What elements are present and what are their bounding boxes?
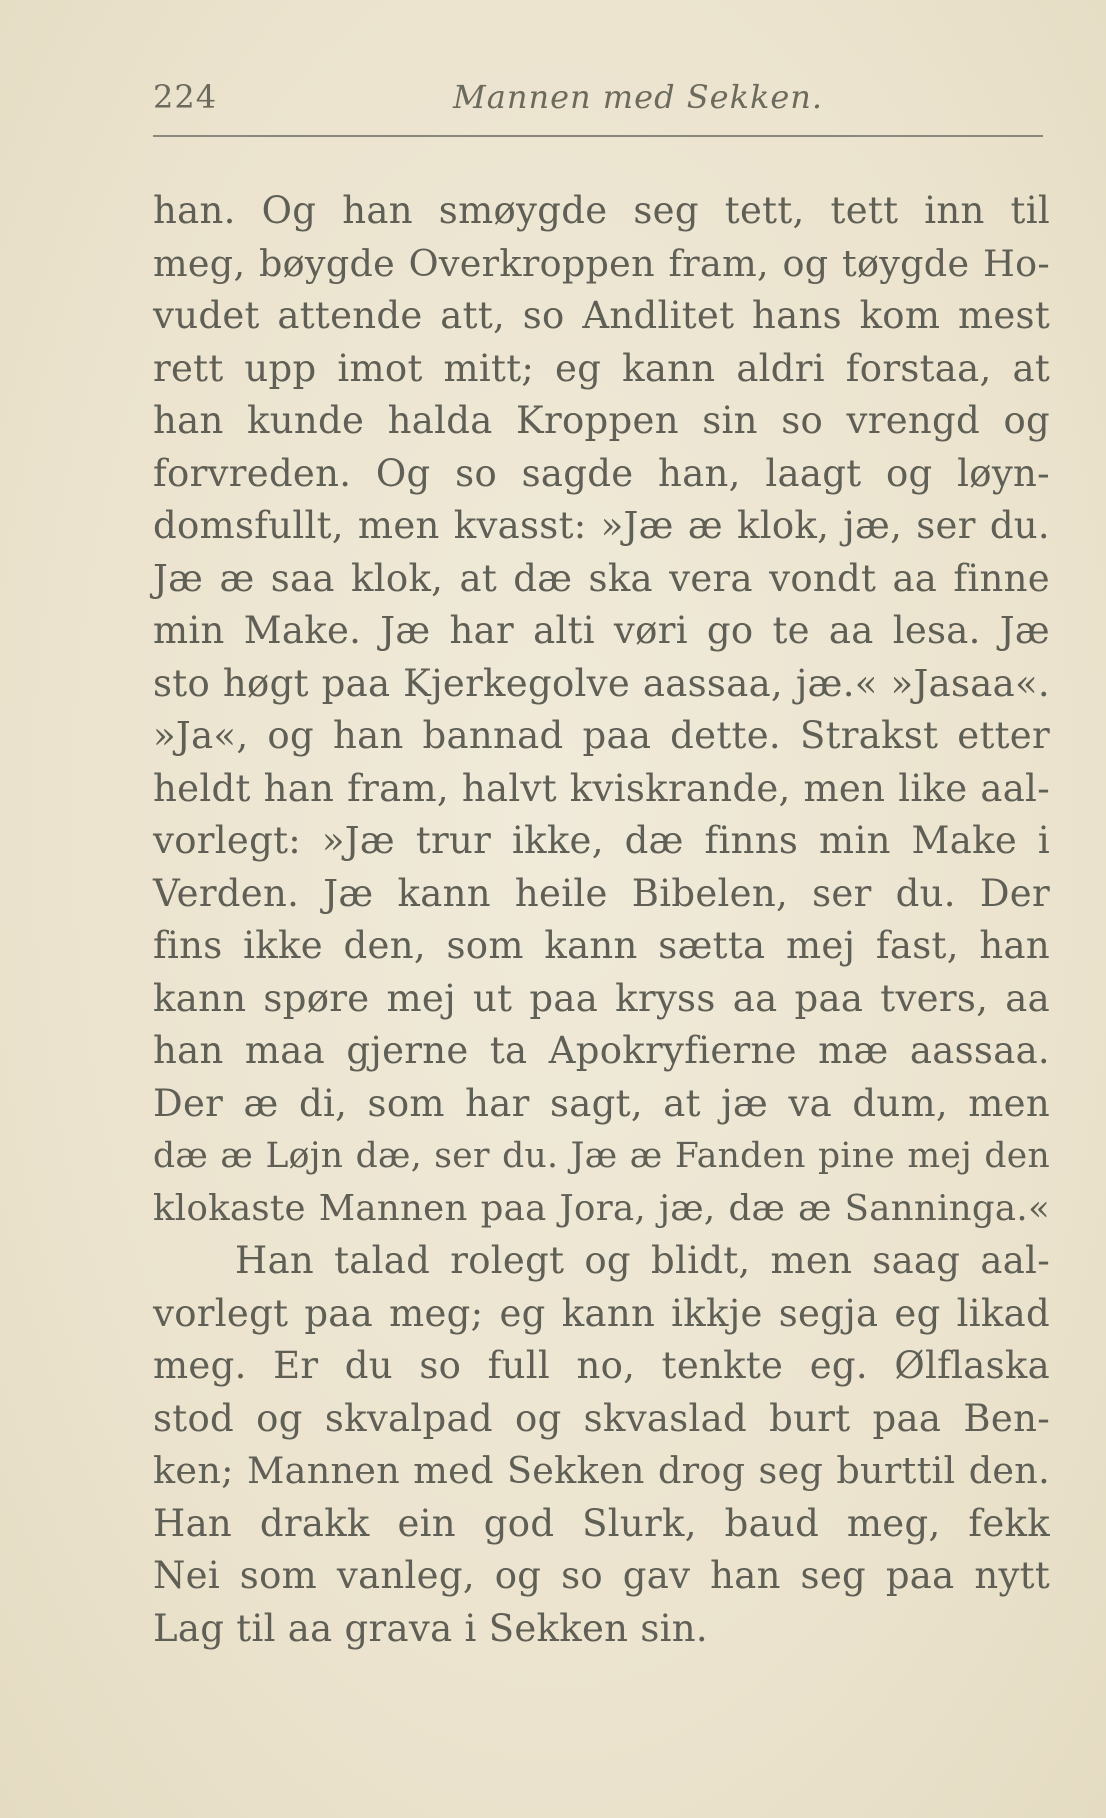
text-line: sto høgt paa Kjerkegolve aassaa, jæ.« »Jasaa«. <box>153 661 1050 705</box>
text-line: Verden. Jæ kann heile Bibelen, ser du. Der <box>153 871 1050 915</box>
text-line: Han drakk ein god Slurk, baud meg, fekk <box>153 1501 1050 1545</box>
text-line: min Make. Jæ har alti vøri go te aa lesa. Jæ <box>153 609 1050 652</box>
text-line: ken; Mannen med Sekken drog seg burttil den. <box>153 1449 1050 1492</box>
paragraph-start-line: Han talad rolegt og blidt, men saag aal- <box>235 1239 1050 1282</box>
running-title: Mannen med Sekken. <box>453 78 824 116</box>
text-line: domsfullt, men kvasst: »Jæ æ klok, jæ, ser du. <box>153 504 1050 547</box>
text-line: Nei som vanleg, og so gav han seg paa nytt <box>153 1554 1050 1597</box>
page-number: 224 <box>153 78 218 116</box>
text-line: meg. Er du so full no, tenkte eg. Ølflaska <box>153 1344 1050 1387</box>
text-line: vorlegt: »Jæ trur ikke, dæ finns min Make i <box>153 819 1050 862</box>
paragraph-end-line: Lag til aa grava i Sekken sin. <box>153 1606 708 1650</box>
text-line: dæ æ Løjn dæ, ser du. Jæ æ Fanden pine mej den <box>153 1136 1050 1176</box>
text-line: rett upp imot mitt; eg kann aldri forstaa, at <box>153 346 1050 390</box>
text-line: han. Og han smøygde seg tett, tett inn til <box>153 189 1050 232</box>
text-line: stod og skvalpad og skvaslad burt paa Ben- <box>153 1396 1050 1440</box>
text-line: fins ikke den, som kann sætta mej fast, han <box>153 924 1050 967</box>
text-line: heldt han fram, halvt kviskrande, men like aal- <box>153 766 1050 810</box>
text-line: han maa gjerne ta Apokryfierne mæ aassaa. <box>153 1029 1050 1072</box>
text-line: Jæ æ saa klok, at dæ ska vera vondt aa finne <box>153 556 1050 600</box>
text-line: »Ja«, og han bannad paa dette. Strakst etter <box>153 714 1050 757</box>
text-line: kann spøre mej ut paa kryss aa paa tvers, aa <box>153 976 1050 1020</box>
header-rule <box>153 135 1043 137</box>
text-line: meg, bøygde Overkroppen fram, og tøygde Ho- <box>153 241 1050 285</box>
page-header <box>153 72 1053 122</box>
text-line: vudet attende att, so Andlitet hans kom mest <box>153 294 1050 337</box>
text-line: vorlegt paa meg; eg kann ikkje segja eg likad <box>153 1291 1050 1335</box>
text-line: forvreden. Og so sagde han, laagt og løyn- <box>153 451 1050 495</box>
text-line: han kunde halda Kroppen sin so vrengd og <box>153 399 1050 442</box>
text-line: klokaste Mannen paa Jora, jæ, dæ æ Sanninga.« <box>153 1187 1050 1229</box>
text-line: Der æ di, som har sagt, at jæ va dum, men <box>153 1081 1050 1125</box>
body-text <box>153 185 1050 1655</box>
